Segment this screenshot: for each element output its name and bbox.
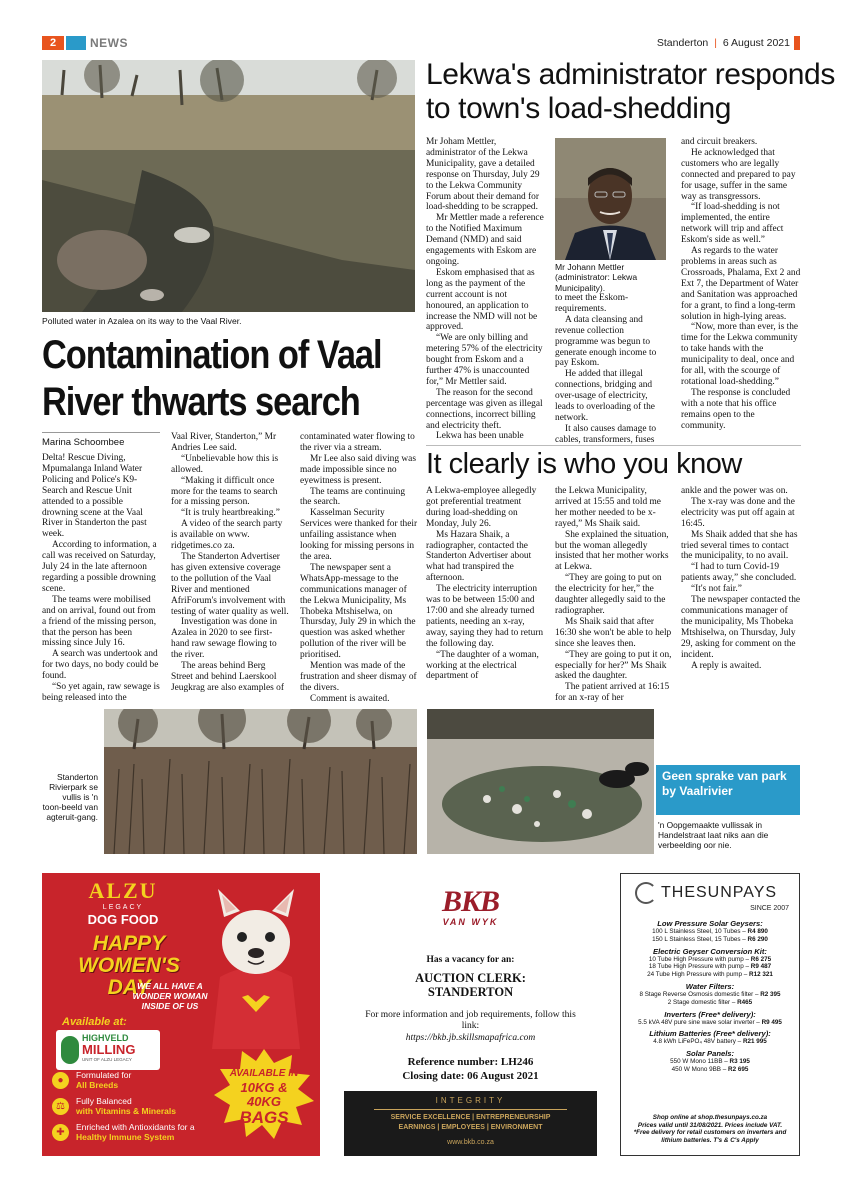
price-line — [625, 991, 795, 999]
price-value: R465 — [737, 998, 753, 1006]
article-paragraph: The Standerton Advertiser has given extensive coverage to the pollution of the Vaal River and mentioned AfriForum's involvement with testing of water quality as well. — [171, 551, 289, 617]
article-paragraph: Ms Hazara Shaik, a radiographer, contacted the Standerton Advertiser about what had transpired the afternoon. — [426, 529, 532, 584]
article-paragraph: The areas behind Berg Street and behind Laerskool Jeugkrag are also examples of — [171, 661, 284, 693]
section-color-bar — [66, 36, 86, 50]
xray-headline: It clearly is who you know — [426, 448, 742, 480]
article-paragraph: The electricity interruption was to be between 15:00 and 17:00 and she already turned patients, needing an x-ray, away, saying they had to return the following day. — [426, 584, 544, 649]
vaal-column-1 — [42, 453, 160, 704]
price-item: 5.5 kVA 48V pure sine wave solar inverter — [638, 1018, 755, 1026]
price-section-title: Electric Geyser Conversion Kit: — [653, 946, 767, 956]
article-paragraph: “Now, more than ever, is the time for the Lekwa community to take hands with the municipality to deal, once and for all, with the scourge of rotational load-shedding.” — [681, 322, 799, 387]
bkb-footer-title: INTEGRITY — [435, 1096, 506, 1105]
price-item: 18 Tube High Pressure with pump — [648, 963, 744, 971]
price-value: R2 695 — [728, 1065, 749, 1073]
article-paragraph: A reply is awaited. — [691, 660, 762, 671]
price-item: 10 Tube High Pressure with pump — [648, 955, 744, 963]
slogan-line1: HAPPY — [92, 932, 166, 955]
sunpays-footer-line1[interactable]: Shop online at shop.thesunpays.co.za — [652, 1114, 768, 1121]
price-value: R21 995 — [742, 1038, 767, 1046]
price-separator: – — [722, 1058, 730, 1066]
bkb-reference: Reference number: LH246 — [407, 1056, 534, 1068]
article-paragraph: and circuit breakers. — [681, 137, 758, 147]
bkb-footer-line2: EARNINGS | EMPLOYEES | ENVIRONMENT — [398, 1124, 543, 1131]
rivierpark-illustration — [104, 709, 417, 854]
price-item: 150 L Stainless Steel, 15 Tubes — [652, 935, 741, 943]
article-paragraph: “If load-shedding is not implemented, the entire network will trip and affect Eskom's side as well.” — [681, 202, 784, 246]
feature-3 — [52, 1121, 227, 1147]
bubble-line2: 10KG & 40KG — [240, 1080, 288, 1109]
geen-sprake-box — [656, 765, 800, 815]
article-paragraph: Lekwa has been unable — [436, 431, 524, 442]
feature-3-line2: Healthy Immune System — [76, 1132, 175, 1142]
alzu-legacy: LEGACY — [102, 904, 144, 911]
bkb-link[interactable]: https://bkb.jb.skillsmapafrica.com — [405, 1033, 536, 1043]
price-separator: – — [740, 928, 748, 935]
lekwa-column-1 — [426, 137, 544, 442]
page-header — [42, 36, 800, 50]
bkb-footer-url[interactable]: www.bkb.co.za — [447, 1139, 494, 1146]
price-value: R12 321 — [749, 971, 773, 979]
article-paragraph: A video of the search party is available on www. ridgetimes.co za. — [171, 519, 283, 552]
sunpays-footer-line2: Prices valid until 31/08/2021. Prices include VAT. — [637, 1121, 783, 1129]
article-paragraph: “I had to turn Covid-19 patients away,” she concluded. — [681, 562, 797, 584]
feature-2 — [52, 1095, 227, 1121]
lekwa-headline-line2: to town's load-shedding — [426, 92, 732, 125]
price-section-title: Low Pressure Solar Geysers: — [657, 919, 763, 928]
vaal-column-2 — [171, 432, 289, 694]
rivierpark-caption: Standerton Rivierpark se vullis is 'n toon-beeld van agteruit-gang. — [42, 772, 98, 823]
article-paragraph: “It's not fair.” — [691, 584, 742, 595]
issue-date: 6 August 2021 — [722, 37, 790, 49]
price-line — [625, 963, 795, 971]
article-paragraph: The teams were mobilised and on arrival, found out from a friend of the missing person, that the person has been missing since July 16. — [42, 594, 157, 649]
sunpays-price-list — [625, 919, 795, 1074]
edition-and-date — [657, 36, 790, 50]
price-separator: – — [735, 1038, 743, 1046]
bubble-line1: AVAILABLE IN — [229, 1068, 299, 1079]
price-value: R9 487 — [750, 963, 772, 971]
bkb-position — [344, 971, 597, 999]
balance-scale-icon: ⚖ — [52, 1098, 69, 1115]
vaal-photo-caption: Polluted water in Azalea on its way to the Vaal River. — [42, 316, 242, 326]
vaal-headline-line2: River thwarts search — [42, 380, 360, 424]
price-item: 550 W Mono 11BB — [670, 1058, 723, 1066]
article-paragraph: “It is truly heartbreaking.” — [181, 508, 280, 519]
xray-column-2 — [555, 486, 673, 704]
price-separator: – — [740, 935, 748, 943]
article-paragraph: “Unbelievable how this is allowed. — [171, 453, 279, 475]
price-section-title: Lithium Batteries (Free* delivery): — [649, 1029, 771, 1039]
price-item: 450 W Mono 9BB — [671, 1065, 722, 1073]
header-end-mark — [794, 36, 800, 50]
wonder-line2: WONDER WOMAN — [132, 991, 208, 1001]
sunpays-logo: THESUNPAYS — [661, 884, 778, 901]
article-paragraph: “They are going to put it on, especially for her?” Ms Shaik asked the daughter. — [555, 649, 672, 682]
available-at-label: Available at: — [62, 1016, 127, 1028]
article-paragraph: He added that illegal connections, bridging and over-usage of electricity, leads to overloading of the network. — [555, 369, 655, 423]
slogan-line2: WOMEN'S DAY — [78, 954, 180, 999]
price-section-title: Solar Panels: — [685, 1049, 735, 1059]
article-paragraph: Eskom emphasised that as long as the payment of the current account is not honoured, an application to increase the NMD will not be approved. — [426, 267, 538, 333]
price-item: 2 Stage domestic filter — [667, 998, 731, 1006]
article-paragraph: Delta! Rescue Diving, Mpumalanga Inland Water Policing and Police's K9-Search and Rescue Unit attended to a possible drowning scene at the Vaal River in Standerton the past week. — [42, 453, 147, 540]
article-paragraph: Mr Mettler made a reference to the Notified Maximum Demand (NMD) and said engagements with Eskom are ongoing. — [426, 213, 544, 267]
price-section-title: Inverters (Free* delivery): — [664, 1009, 756, 1019]
lekwa-headline — [426, 58, 835, 126]
price-value: R6 290 — [747, 935, 768, 943]
litter-illustration — [427, 709, 654, 854]
price-item: 100 L Stainless Steel, 10 Tubes — [652, 928, 741, 935]
price-separator: – — [754, 1018, 762, 1026]
edition-name: Standerton — [656, 37, 709, 49]
price-separator: – — [730, 998, 738, 1006]
vaal-headline-line1: Contamination of Vaal — [42, 333, 382, 377]
article-paragraph: Mr Joham Mettler, administrator of the Lekwa Municipality, gave a detailed response on Thursday, July 29 to the Lekwa Community Forum about their demand for load-shedding to be scrapped. — [426, 137, 540, 213]
portrait-illustration — [555, 138, 666, 260]
article-paragraph: “Making it difficult once more for the teams to search for a missing person. — [171, 475, 278, 508]
feature-3-line1: Enriched with Antioxidants for a — [76, 1122, 195, 1132]
price-value: R9 495 — [761, 1018, 782, 1026]
polluted-water-photo — [42, 60, 415, 312]
alzu-brand: ALZU — [88, 878, 158, 903]
price-line — [625, 928, 795, 936]
article-paragraph: The reason for the second percentage was given as illegal connections, incorrect billing and electricity theft. — [426, 387, 543, 431]
xray-column-3 — [681, 486, 801, 671]
sunpays-since: SINCE 2007 — [750, 905, 789, 912]
price-line — [625, 1038, 795, 1046]
feature-2-line2: with Vitamins & Minerals — [76, 1106, 176, 1116]
alzu-features — [52, 1069, 227, 1147]
story-divider — [426, 445, 801, 446]
alzu-product: DOG FOOD — [87, 912, 159, 927]
article-paragraph: The newspaper sent a WhatsApp-message to the communications manager of the Lekwa Municipality, Ms Thobeka Mtshiselwa, on Thursday, July 29 in which the question was asked whether pollution of the river will be prioritised. — [300, 562, 416, 661]
article-paragraph: The x-ray was done and the electricity was put off again at 16:45. — [681, 496, 795, 529]
milling-top: HIGHVELD — [82, 1033, 129, 1043]
article-paragraph: to meet the Eskom-requirements. — [555, 293, 629, 314]
bag-size-text — [222, 1067, 306, 1127]
price-section-title: Water Filters: — [685, 981, 735, 991]
feature-1-line1: Formulated for — [76, 1070, 132, 1080]
price-separator: – — [753, 990, 761, 998]
paw-icon: ● — [52, 1072, 69, 1089]
article-paragraph: It also causes damage to cables, transformers, fuses — [555, 423, 657, 445]
alzu-dog-food-ad — [42, 873, 320, 1156]
article-paragraph: Kasselman Security Services were thanked for their unfailing assistance when looking for missing persons in the area. — [300, 508, 418, 562]
price-line — [625, 1058, 795, 1066]
wonder-line3: INSIDE OF US — [141, 1001, 199, 1011]
bkb-logo: BKB — [441, 885, 500, 918]
article-paragraph: Investigation was done in Azalea in 2020 to see first-hand raw sewage flowing to the river. — [171, 617, 278, 661]
price-item: 8 Stage Reverse Osmosis domestic filter — [639, 990, 754, 998]
position-line1: AUCTION CLERK: — [415, 971, 526, 985]
bubble-line3: BAGS — [239, 1108, 289, 1127]
bkb-footer — [344, 1091, 597, 1156]
vaal-headline — [42, 332, 382, 426]
alzu-logo — [56, 879, 190, 928]
handelstraat-photo — [427, 709, 654, 854]
article-paragraph: A search was undertook and for two days, no body could be found. — [42, 649, 159, 682]
article-paragraph: The response is concluded with a note that his office remains open to the community. — [681, 387, 791, 431]
sunpays-footer — [625, 1114, 795, 1144]
lekwa-column-2 — [555, 293, 666, 446]
article-paragraph: As regards to the water problems in areas such as Crossroads, Phalama, Ext 2 and Ext 7, the Department of Water and Sanitation was approached for a grant, to find a long-term solution in high-lying areas. — [681, 246, 801, 322]
article-paragraph: “We are only billing and metering 57% of the electricity bought from Eskom and a further 47% is unaccounted for,” Mr Mettler said. — [426, 333, 543, 387]
article-paragraph: “So yet again, raw sewage is being released into the — [42, 682, 160, 703]
feature-1-line2: All Breeds — [76, 1080, 119, 1090]
article-paragraph: Ms Shaik added that she has tried several times to contact the municipality, to no avail. — [681, 529, 798, 562]
bkb-vacancy-text: Has a vacancy for an: — [426, 955, 515, 965]
article-paragraph: A Lekwa-employee allegedly got preferential treatment during load-shedding on Monday, July 26. — [426, 486, 537, 529]
feature-2-line1: Fully Balanced — [76, 1096, 132, 1106]
article-paragraph: “The daughter of a woman, working at the electrical department of — [426, 649, 539, 682]
sunpays-ad — [620, 873, 800, 1156]
bkb-vacancy-ad — [344, 873, 597, 1156]
milling-name: MILLING — [82, 1042, 136, 1057]
polluted-water-illustration — [42, 60, 415, 312]
milling-emblem-icon — [61, 1036, 79, 1064]
shield-icon: ✚ — [52, 1124, 69, 1141]
section-label: NEWS — [90, 36, 128, 50]
price-separator: – — [743, 963, 751, 971]
article-paragraph: She explained the situation, but the woman allegedly insisted that her mother works at Lekwa. — [555, 529, 669, 573]
article-paragraph: ankle and the power was on. — [681, 486, 788, 496]
price-separator: – — [721, 1065, 729, 1073]
bkb-footer-line1: SERVICE EXCELLENCE | ENTREPRENEURSHIP — [390, 1114, 551, 1121]
vaal-byline: Marina Schoombee — [42, 432, 160, 448]
article-paragraph: contaminated water flowing to the river via a stream. — [300, 432, 415, 453]
wonder-line1: WE ALL HAVE A — [137, 981, 203, 991]
article-paragraph: Vaal River, Standerton,” Mr Andries Lee said. — [171, 432, 277, 453]
price-separator: – — [742, 971, 750, 979]
article-paragraph: “They are going to put on the electricity for her,” the daughter allegedly said to the radiographer. — [555, 573, 666, 616]
article-paragraph: Mr Lee also said diving was made impossible since no eyewitness is present. — [300, 453, 416, 486]
price-line — [625, 936, 795, 944]
position-line2: STANDERTON — [427, 985, 514, 999]
bag-size-bubble — [214, 1049, 314, 1139]
header-separator: | — [714, 37, 717, 49]
sun-icon — [635, 882, 657, 904]
article-paragraph: the Lekwa Municipality, arrived at 15:55 and told me her mother needed to be x-rayed,” Ms Shaik said. — [555, 486, 661, 529]
price-line — [625, 1066, 795, 1074]
bkb-info: For more information and job requirements, follow this link: — [365, 1010, 576, 1031]
article-paragraph: According to information, a call was received on Saturday, July 24 in the late afternoon regarding a possible drowning scene. — [42, 540, 157, 594]
bkb-footer-rule — [374, 1109, 567, 1110]
french-bulldog-illustration — [202, 887, 310, 1049]
feature-1 — [52, 1069, 227, 1095]
article-paragraph: The teams are continuing the search. — [300, 486, 406, 508]
price-line — [625, 956, 795, 964]
highveld-milling-logo — [56, 1030, 160, 1070]
geen-sprake-title: Geen sprake van park by Vaalrivier — [662, 769, 787, 798]
price-line — [625, 1019, 795, 1027]
bkb-logo-sub: VAN WYK — [442, 917, 499, 927]
price-line — [625, 999, 795, 1007]
xray-column-1 — [426, 486, 544, 682]
price-line — [625, 971, 795, 979]
page-number: 2 — [42, 36, 64, 50]
handelstraat-caption: 'n Oopgemaakte vullissak in Handelstraat laat niks aan die verbeelding oor nie. — [658, 820, 769, 851]
price-value: R2 395 — [760, 990, 781, 998]
bkb-closing-date: Closing date: 06 August 2021 — [402, 1070, 539, 1082]
price-separator: – — [743, 955, 751, 963]
article-paragraph: A data cleansing and revenue collection programme was begun to generate enough income to pay Eskom. — [555, 314, 657, 369]
sunpays-footer-line4: lithium batteries. T's & C's Apply — [661, 1136, 759, 1144]
article-paragraph: He acknowledged that customers who are legally connected and prepared to pay for usage, suffer in the same way as transgressors. — [681, 147, 796, 202]
article-paragraph: The newspaper contacted the communications manager of the municipality, Ms Thobeka Mtshiselwa, on Thursday, July 29, asking for comment on the incident. — [681, 595, 801, 660]
price-value: R6 275 — [750, 955, 772, 963]
vaal-column-3 — [300, 432, 418, 705]
price-value: R4 890 — [747, 928, 768, 935]
milling-sub: UNIT OF ALZU LEGACY — [82, 1057, 132, 1062]
article-paragraph: Ms Shaik said that after 16:30 she won't be able to help since she leaves then. — [555, 616, 672, 649]
lekwa-column-3 — [681, 137, 801, 431]
price-item: 4.8 kWh LiFePO₄ 48V battery — [653, 1038, 736, 1046]
mettler-portrait — [555, 138, 666, 260]
rivierpark-photo — [104, 709, 417, 854]
article-paragraph: Mention was made of the frustration and sheer dismay of the divers. — [300, 661, 417, 693]
lekwa-headline-line1: Lekwa's administrator responds — [426, 58, 835, 91]
article-paragraph: The patient arrived at 16:15 for an x-ray of her — [555, 682, 670, 704]
article-paragraph: Comment is awaited. — [310, 693, 390, 704]
price-item: 24 Tube High Pressure with pump — [647, 971, 743, 979]
sunpays-footer-line3: *Free delivery for retail customers on inverters and — [633, 1129, 787, 1136]
dog-image — [202, 887, 310, 1049]
mettler-portrait-caption: Mr Johann Mettler (administrator: Lekwa Municipality). — [555, 262, 638, 293]
price-value: R3 195 — [729, 1058, 750, 1066]
